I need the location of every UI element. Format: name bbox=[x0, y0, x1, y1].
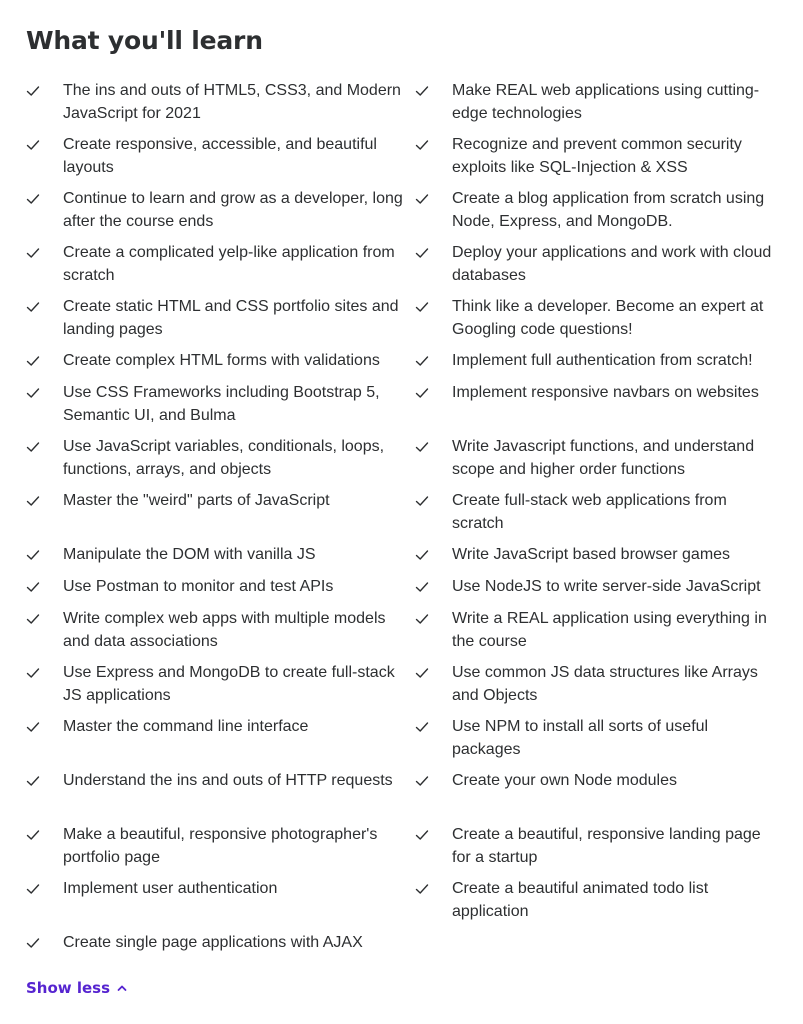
objective-item bbox=[415, 188, 786, 242]
objective-item bbox=[415, 716, 786, 770]
chevron-up-icon bbox=[116, 982, 128, 994]
objective-text: Create responsive, accessible, and beautiful layouts bbox=[63, 136, 377, 176]
objective-text: Create single page applications with AJAX bbox=[63, 934, 363, 951]
objective-text: Write JavaScript based browser games bbox=[452, 546, 731, 563]
objective-item bbox=[26, 662, 415, 716]
objective-item bbox=[415, 608, 786, 662]
objective-item bbox=[26, 716, 415, 770]
objective-text: Make REAL web applications using cutting-edge technologies bbox=[452, 82, 760, 122]
objectives-list bbox=[26, 80, 786, 986]
objective-text: Use JavaScript variables, conditionals, loops, functions, arrays, and objects bbox=[63, 438, 385, 478]
check-icon bbox=[415, 576, 452, 598]
check-icon bbox=[415, 350, 452, 372]
check-icon bbox=[415, 242, 452, 264]
objective-text: Use NodeJS to write server-side JavaScript bbox=[452, 578, 761, 595]
objective-item bbox=[26, 296, 415, 350]
objective-text: Continue to learn and grow as a developer, long after the course ends bbox=[63, 190, 403, 230]
section-title: What you'll learn bbox=[26, 26, 263, 55]
check-icon bbox=[26, 436, 63, 458]
objective-text: Create a beautiful, responsive landing page for a startup bbox=[452, 826, 761, 866]
objective-item bbox=[415, 824, 786, 878]
objective-text: Use CSS Frameworks including Bootstrap 5, Semantic UI, and Bulma bbox=[63, 384, 380, 424]
objective-text: Use Postman to monitor and test APIs bbox=[63, 578, 334, 595]
objective-text: Implement user authentication bbox=[63, 880, 278, 897]
objective-text: Implement responsive navbars on websites bbox=[452, 384, 759, 401]
objective-text: Use common JS data structures like Arrays and Objects bbox=[452, 664, 758, 704]
check-icon bbox=[26, 576, 63, 598]
check-icon bbox=[415, 770, 452, 792]
check-icon bbox=[26, 188, 63, 210]
check-icon bbox=[26, 608, 63, 630]
objective-text: Create full-stack web applications from scratch bbox=[452, 492, 727, 532]
show-less-button[interactable] bbox=[26, 978, 128, 998]
check-icon bbox=[26, 382, 63, 404]
check-icon bbox=[415, 382, 452, 404]
check-icon bbox=[26, 80, 63, 102]
check-icon bbox=[26, 932, 63, 954]
objective-text: Think like a developer. Become an expert at Googling code questions! bbox=[452, 298, 764, 338]
check-icon bbox=[415, 80, 452, 102]
objective-text: Understand the ins and outs of HTTP requests bbox=[63, 772, 393, 789]
check-icon bbox=[415, 716, 452, 738]
check-icon bbox=[26, 490, 63, 512]
objective-item bbox=[415, 576, 786, 608]
check-icon bbox=[415, 296, 452, 318]
objective-text: Master the "weird" parts of JavaScript bbox=[63, 492, 330, 509]
check-icon bbox=[415, 490, 452, 512]
objective-item bbox=[415, 490, 786, 544]
objective-item bbox=[26, 544, 415, 576]
objective-text: Deploy your applications and work with cloud databases bbox=[452, 244, 772, 284]
check-icon bbox=[26, 824, 63, 846]
objective-text: Recognize and prevent common security exploits like SQL-Injection & XSS bbox=[452, 136, 742, 176]
show-less-label: Show less bbox=[26, 979, 111, 997]
objective-text: Create static HTML and CSS portfolio sites and landing pages bbox=[63, 298, 399, 338]
objective-item bbox=[26, 824, 415, 878]
objective-item bbox=[415, 350, 786, 382]
objective-item bbox=[415, 878, 786, 932]
check-icon bbox=[415, 878, 452, 900]
objective-item bbox=[26, 608, 415, 662]
check-icon bbox=[415, 662, 452, 684]
objective-text: Use Express and MongoDB to create full-stack JS applications bbox=[63, 664, 395, 704]
check-icon bbox=[26, 878, 63, 900]
objective-text: Create a complicated yelp-like application from scratch bbox=[63, 244, 395, 284]
empty-cell bbox=[415, 932, 786, 986]
objective-item bbox=[26, 436, 415, 490]
objective-text: Implement full authentication from scratch! bbox=[452, 352, 753, 369]
check-icon bbox=[26, 296, 63, 318]
check-icon bbox=[26, 770, 63, 792]
objective-text: Create complex HTML forms with validations bbox=[63, 352, 380, 369]
objective-text: Use NPM to install all sorts of useful packages bbox=[452, 718, 709, 758]
check-icon bbox=[415, 134, 452, 156]
objective-text: Master the command line interface bbox=[63, 718, 309, 735]
objective-item bbox=[26, 576, 415, 608]
objective-text: Create your own Node modules bbox=[452, 772, 678, 789]
check-icon bbox=[415, 544, 452, 566]
check-icon bbox=[415, 824, 452, 846]
objective-item bbox=[415, 662, 786, 716]
check-icon bbox=[26, 134, 63, 156]
check-icon bbox=[26, 544, 63, 566]
objective-item bbox=[415, 770, 786, 824]
objective-item bbox=[415, 436, 786, 490]
objective-text: Make a beautiful, responsive photographer's portfolio page bbox=[63, 826, 378, 866]
check-icon bbox=[415, 436, 452, 458]
check-icon bbox=[26, 662, 63, 684]
objective-item bbox=[26, 770, 415, 824]
objective-item bbox=[415, 544, 786, 576]
objective-item bbox=[26, 350, 415, 382]
check-icon bbox=[415, 608, 452, 630]
objective-item bbox=[26, 80, 415, 134]
check-icon bbox=[26, 242, 63, 264]
objective-item bbox=[26, 878, 415, 932]
objective-item bbox=[415, 382, 786, 436]
objective-item bbox=[415, 134, 786, 188]
objective-text: Manipulate the DOM with vanilla JS bbox=[63, 546, 316, 563]
objective-text: Create a beautiful animated todo list application bbox=[452, 880, 709, 920]
check-icon bbox=[415, 188, 452, 210]
objective-item bbox=[415, 296, 786, 350]
objective-text: Write a REAL application using everything in the course bbox=[452, 610, 767, 650]
objective-item bbox=[415, 242, 786, 296]
objective-text: Write complex web apps with multiple models and data associations bbox=[63, 610, 386, 650]
objective-item bbox=[26, 134, 415, 188]
objective-item bbox=[26, 242, 415, 296]
objective-text: Write Javascript functions, and understand scope and higher order functions bbox=[452, 438, 755, 478]
objective-text: The ins and outs of HTML5, CSS3, and Modern JavaScript for 2021 bbox=[63, 82, 401, 122]
objective-item bbox=[26, 490, 415, 544]
objective-text: Create a blog application from scratch using Node, Express, and MongoDB. bbox=[452, 190, 765, 230]
check-icon bbox=[26, 716, 63, 738]
objective-item bbox=[26, 188, 415, 242]
objective-item bbox=[26, 382, 415, 436]
objective-item bbox=[415, 80, 786, 134]
check-icon bbox=[26, 350, 63, 372]
